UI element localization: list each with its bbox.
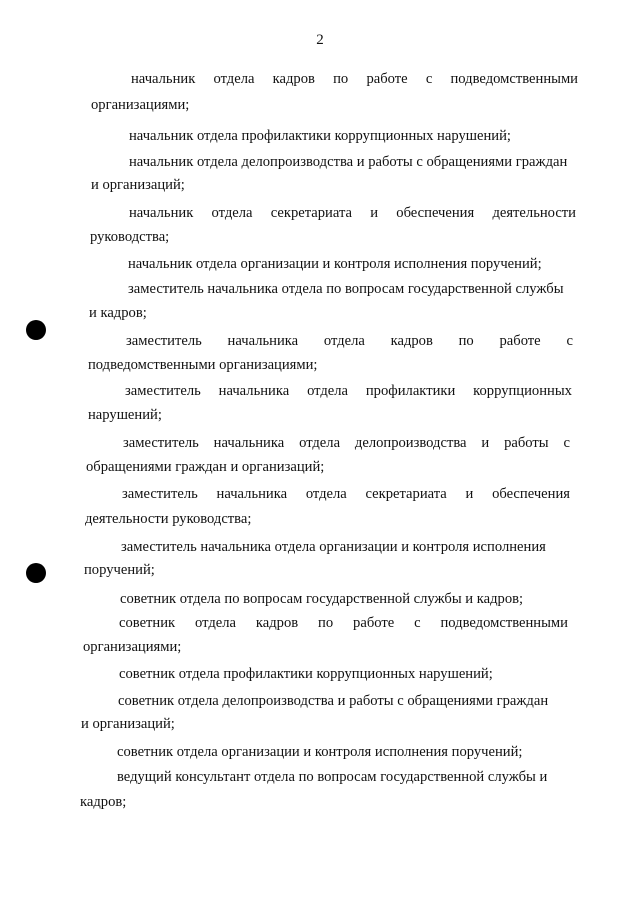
- paragraph-first-line: [125, 382, 572, 400]
- paragraph-continuation-line: нарушений;: [88, 407, 162, 423]
- word: отдела: [213, 71, 255, 87]
- word: отдела: [323, 333, 365, 349]
- paragraph-continuation-line: организациями;: [91, 97, 190, 113]
- paragraph-first-line: [129, 204, 576, 222]
- paragraph-continuation-line: кадров;: [80, 794, 127, 810]
- paragraph-first-line: начальник отдела делопроизводства и работы с обращениями граждан: [129, 154, 568, 170]
- paragraph-first-line: заместитель начальника отдела организации и контроля исполнения: [121, 539, 546, 555]
- paragraph-continuation-line: обращениями граждан и организаций;: [86, 459, 325, 475]
- word: работы: [504, 435, 549, 451]
- word: начальника: [216, 486, 288, 502]
- word: кадров: [272, 71, 315, 87]
- word: начальника: [218, 383, 290, 399]
- word: начальник: [129, 205, 194, 221]
- word: обеспечения: [396, 205, 475, 221]
- paragraph-first-line: заместитель начальника отдела по вопросам государственной службы: [128, 281, 564, 297]
- paragraph-continuation-line: руководства;: [90, 229, 170, 245]
- paragraph-continuation-line: организациями;: [83, 639, 182, 655]
- word: с: [414, 615, 421, 631]
- word: с: [566, 333, 573, 349]
- word: и: [465, 486, 474, 502]
- word: отдела: [195, 615, 236, 631]
- word: заместитель: [122, 486, 198, 502]
- word: с: [425, 71, 433, 87]
- paragraph-continuation-line: поручений;: [84, 562, 155, 578]
- word: отдела: [307, 383, 349, 399]
- word: деятельности: [492, 205, 576, 221]
- word: по: [318, 615, 334, 631]
- word: работе: [366, 71, 408, 87]
- paragraph-continuation-line: и организаций;: [81, 716, 175, 732]
- word: советник: [119, 615, 176, 631]
- paragraph-first-line: [119, 614, 568, 632]
- word: заместитель: [126, 333, 202, 349]
- word: заместитель: [125, 383, 201, 399]
- word: работе: [353, 615, 395, 631]
- word: начальника: [213, 435, 285, 451]
- word: и: [370, 205, 379, 221]
- paragraph-first-line: советник отдела организации и контроля исполнения поручений;: [117, 744, 523, 760]
- paragraph-first-line: [122, 485, 570, 503]
- paragraph-first-line: советник отдела по вопросам государственной службы и кадров;: [120, 591, 524, 607]
- paragraph-first-line: [131, 70, 578, 88]
- word: работе: [499, 333, 541, 349]
- word: по: [333, 71, 349, 87]
- paragraph-first-line: начальник отдела профилактики коррупционных нарушений;: [129, 128, 511, 144]
- paragraph-first-line: [123, 434, 570, 452]
- punch-hole-mark: [26, 563, 46, 583]
- word: с: [563, 435, 570, 451]
- word: подведомственными: [450, 71, 578, 87]
- paragraph-first-line: начальник отдела организации и контроля исполнения поручений;: [128, 256, 542, 272]
- paragraph-continuation-line: деятельности руководства;: [85, 511, 252, 527]
- word: отдела: [211, 205, 253, 221]
- punch-hole-mark: [26, 320, 46, 340]
- word: коррупционных: [473, 383, 572, 399]
- word: начальника: [227, 333, 299, 349]
- word: секретариата: [365, 486, 447, 502]
- word: отдела: [299, 435, 341, 451]
- word: кадров: [255, 615, 299, 631]
- paragraph-continuation-line: и кадров;: [89, 305, 147, 321]
- page-number: 2: [316, 32, 324, 48]
- paragraph-first-line: [126, 332, 573, 350]
- paragraph-continuation-line: и организаций;: [91, 177, 185, 193]
- word: подведомственными: [440, 615, 568, 631]
- word: обеспечения: [492, 486, 570, 502]
- word: секретариата: [270, 205, 352, 221]
- word: кадров: [390, 333, 433, 349]
- word: и: [481, 435, 490, 451]
- word: по: [458, 333, 474, 349]
- word: профилактики: [365, 383, 456, 399]
- paragraph-first-line: ведущий консультант отдела по вопросам государственной службы и: [117, 769, 548, 785]
- paragraph-first-line: советник отдела профилактики коррупционных нарушений;: [119, 666, 493, 682]
- word: делопроизводства: [354, 435, 467, 451]
- word: заместитель: [123, 435, 199, 451]
- paragraph-continuation-line: подведомственными организациями;: [88, 357, 318, 373]
- paragraph-first-line: советник отдела делопроизводства и работы с обращениями граждан: [118, 693, 549, 709]
- word: отдела: [305, 486, 347, 502]
- word: начальник: [131, 71, 196, 87]
